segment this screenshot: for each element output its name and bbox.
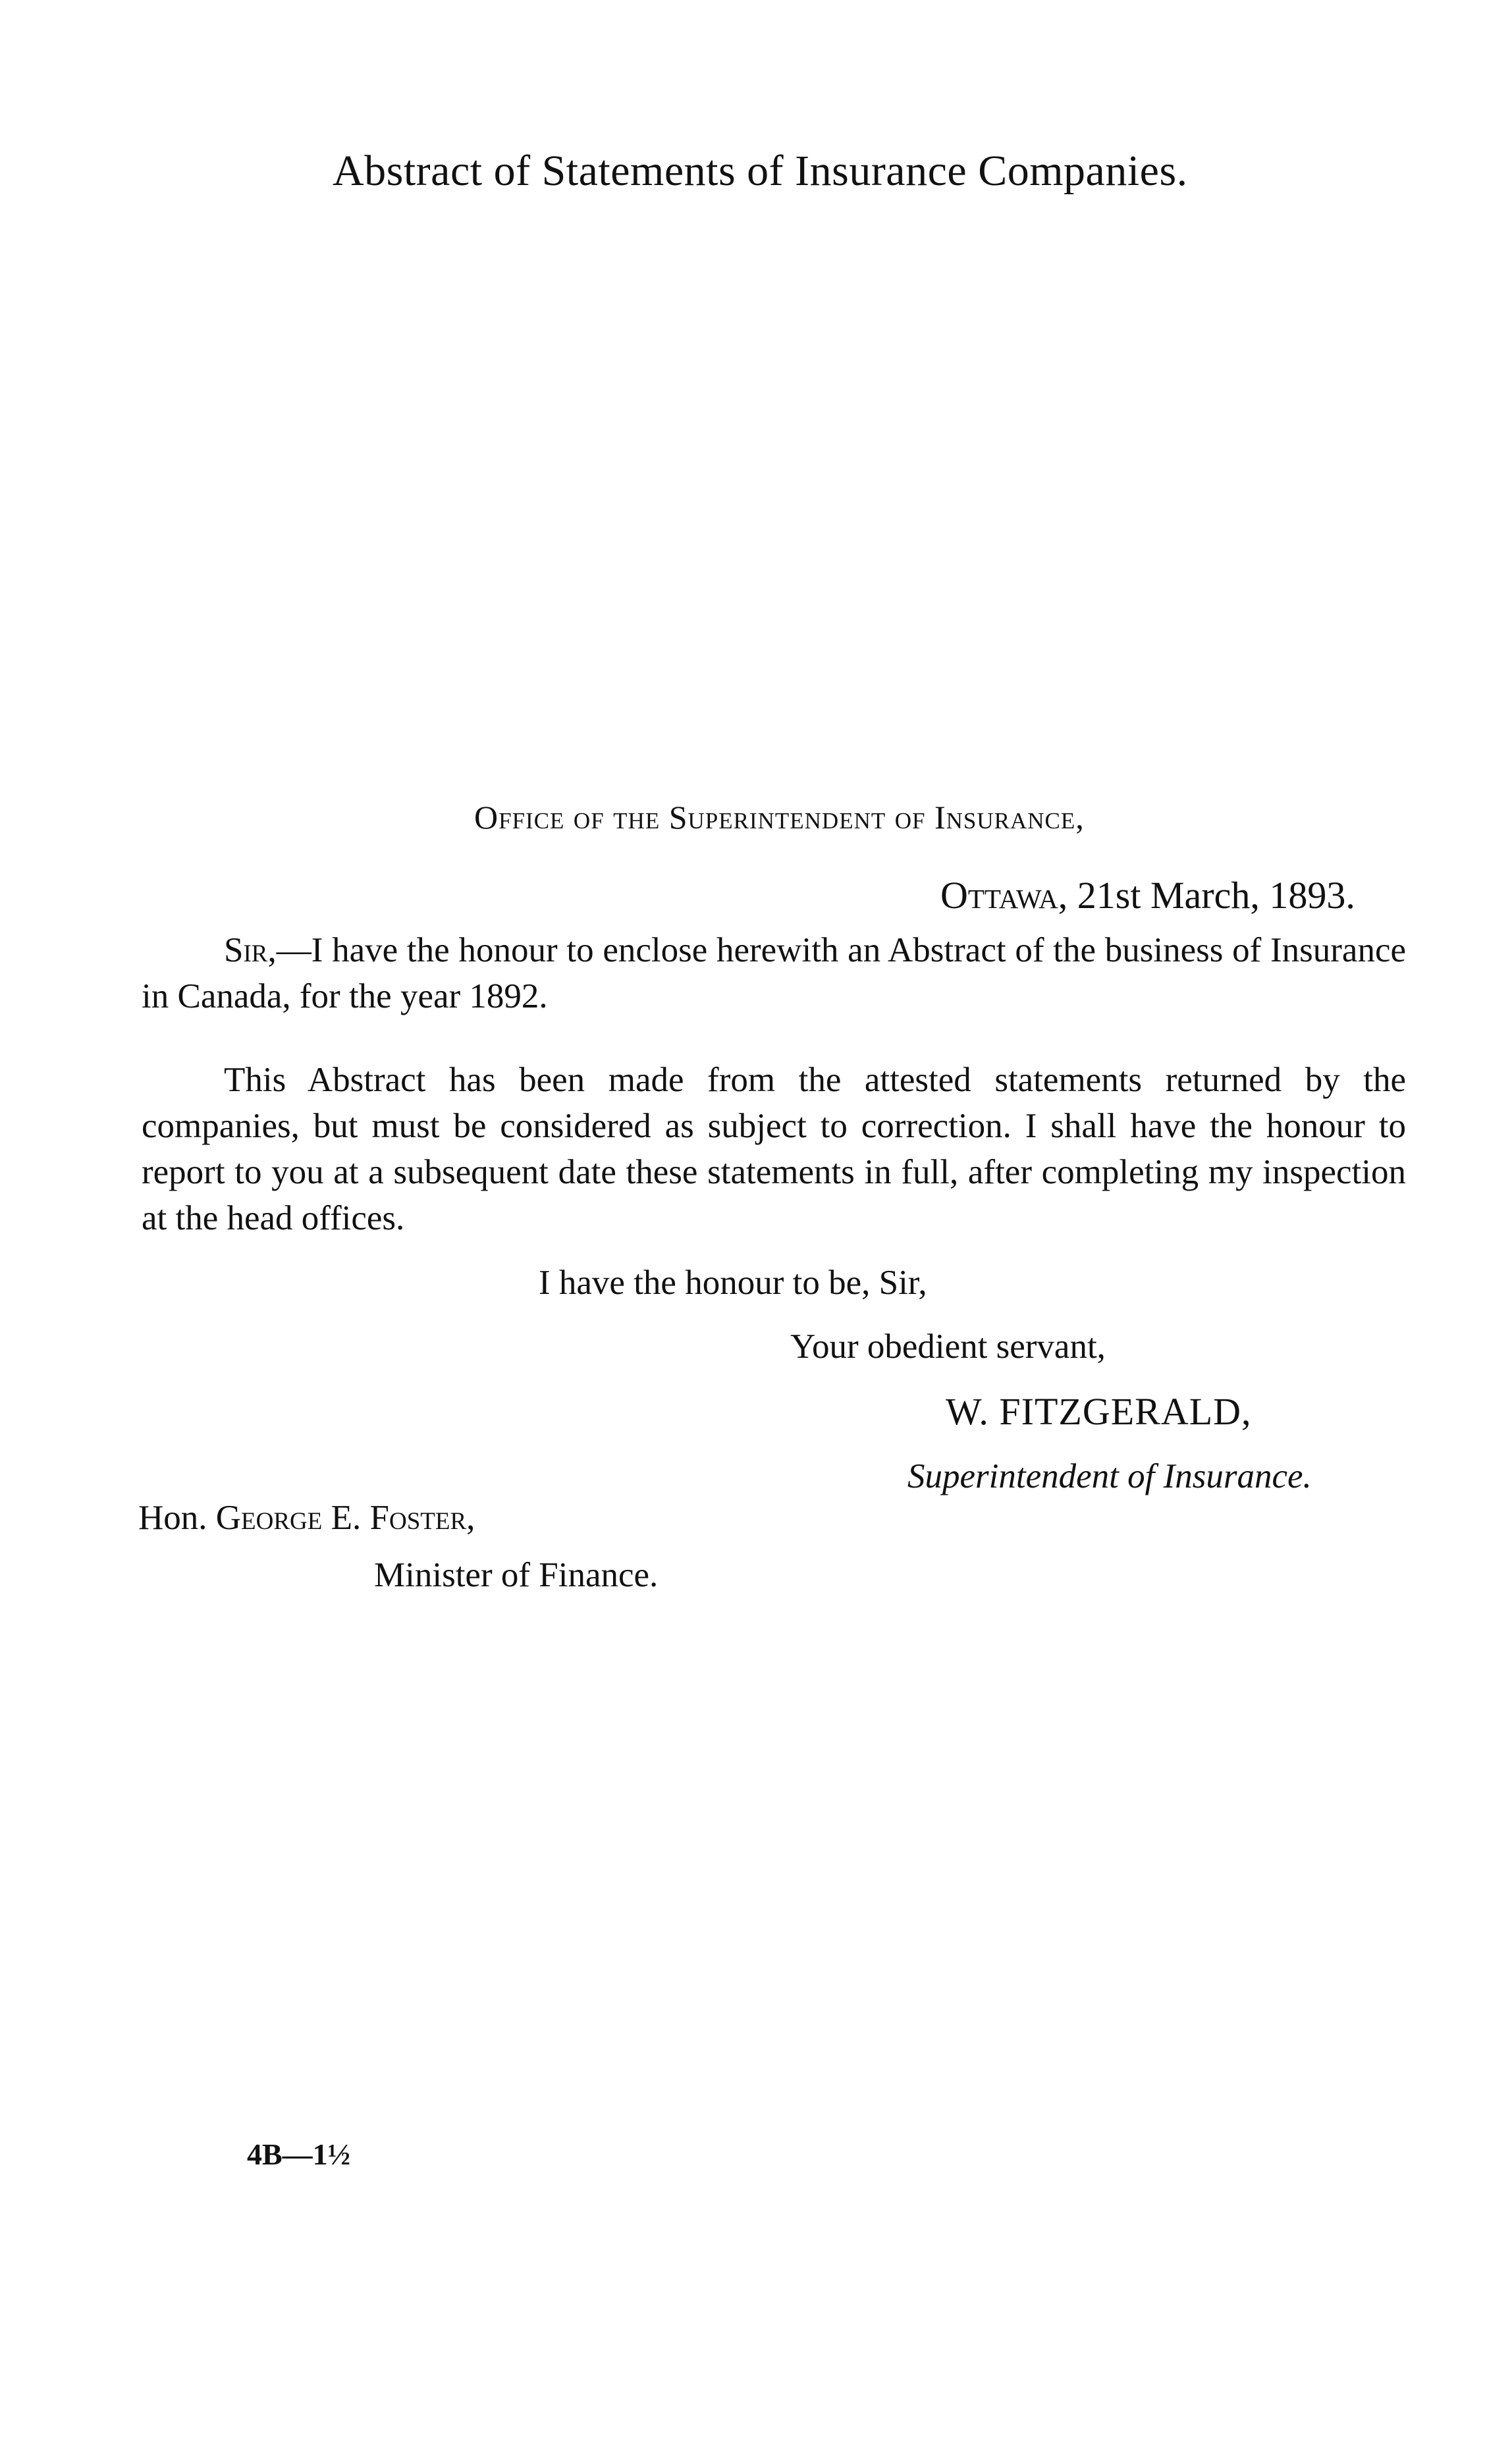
document-title: Abstract of Statements of Insurance Companies. xyxy=(333,147,1188,195)
dateline-place: Ottawa, xyxy=(940,874,1068,917)
office-heading: Office of the Superintendent of Insurance, xyxy=(474,799,1085,836)
closing-line: I have the honour to be, Sir, xyxy=(539,1264,927,1302)
dateline xyxy=(940,873,1355,917)
letter-paragraph-2: This Abstract has been made from the attested statements returned by the companies, but must be considered as subject to correction. I shall have the honour to report to you at a subsequent date these statements in full, after completing my inspection at the head offices. xyxy=(142,1061,1406,1237)
addressee-office: Minister of Finance. xyxy=(374,1556,659,1594)
signer-name: W. FITZGERALD, xyxy=(946,1390,1252,1433)
paragraph-1-text: —I have the honour to enclose herewith an Abstract of the business of Insurance in Canada, for the year 1892. xyxy=(142,931,1406,1015)
complimentary-close: Your obedient servant, xyxy=(790,1328,1106,1366)
salutation: Sir, xyxy=(224,931,277,969)
addressee xyxy=(138,1498,475,1538)
signer-title: Superintendent of Insurance. xyxy=(907,1457,1312,1495)
folio-mark: 4B—1½ xyxy=(247,2137,351,2171)
addressee-name: George E. Foster, xyxy=(215,1499,475,1537)
dateline-date: 21st March, 1893. xyxy=(1067,874,1355,917)
addressee-prefix: Hon. xyxy=(138,1499,216,1537)
letter-paragraph-1 xyxy=(142,927,1406,1019)
